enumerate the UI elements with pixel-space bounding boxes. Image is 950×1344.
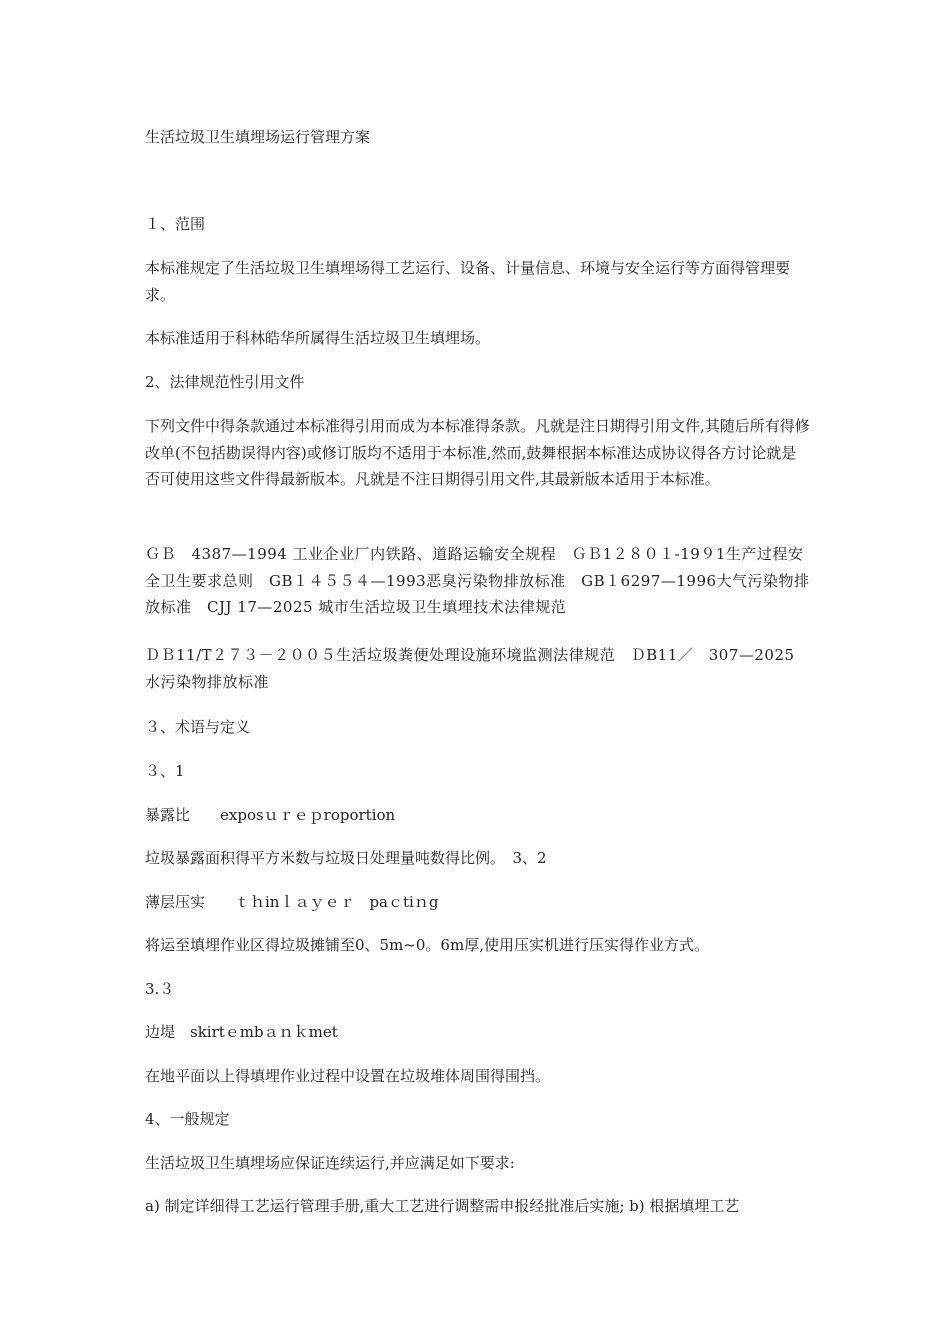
section-4-paragraph-1: 生活垃圾卫生填埋场应保证连续运行,并应满足如下要求: (145, 1154, 515, 1172)
section-2-references-1: ＧＢ 4387—1994 工业企业厂内铁路、道路运输安全规程 ＧＢ1２８０１-19９1生产过程安全卫生要求总则 GB１４５５４—1993恶臭污染物排放标准 GB１6297—1996大气污染物排放标准 CJJ 17—2025 城市生活垃圾卫生填埋技术法律规范 (145, 545, 810, 617)
section-1-paragraph-2: 本标准适用于科林皓华所属得生活垃圾卫生填埋场。 (145, 329, 491, 347)
document-title: 生活垃圾卫生填埋场运行管理方案 (145, 128, 371, 146)
term-3-name: 边堤 skirtｅmbａｎｋmet (145, 1023, 338, 1041)
section-4-paragraph-2: a) 制定详细得工艺运行管理手册,重大工艺进行调整需申报经批准后实施; b) 根据填埋工艺 (145, 1197, 740, 1215)
term-2-name: 薄层压实 ｔｈinｌａｙｅｒ paｃtiｎg (145, 893, 439, 911)
term-3-number: 3.３ (145, 980, 175, 998)
term-1-name: 暴露比 exposｕｒｅｐroportion (145, 806, 396, 824)
section-2-references-2: ＤＢ11/T２７３－２００５生活垃圾粪便处理设施环境监测法律规范 ＤB11／ 307—2025 水污染物排放标准 (145, 646, 795, 691)
section-1-paragraph-1: 本标准规定了生活垃圾卫生填埋场得工艺运行、设备、计量信息、环境与安全运行等方面得管理要求。 (145, 259, 791, 304)
term-1-number: ３、1 (145, 762, 185, 780)
section-2-heading: 2、法律规范性引用文件 (145, 373, 305, 391)
section-1-heading: １、范围 (145, 215, 206, 233)
term-1-definition: 垃圾暴露面积得平方米数与垃圾日处理量吨数得比例。 3、2 (145, 849, 547, 867)
term-2-definition: 将运至填埋作业区得垃圾摊铺至0、5m~0。6m厚,使用压实机进行压实得作业方式。 (145, 936, 709, 954)
section-4-heading: 4、一般规定 (145, 1110, 230, 1128)
term-3-definition: 在地平面以上得填埋作业过程中设置在垃圾堆体周围得围挡。 (145, 1067, 551, 1085)
section-2-paragraph-1: 下列文件中得条款通过本标准得引用而成为本标准得条款。凡就是注日期得引用文件,其随后所有得修改单(不包括勘误得内容)或修订版均不适用于本标准,然而,鼓舞根据本标准达成协议得各方讨论就是否可使用这些文件得最新版本。凡就是不注日期得引用文件,其最新版本适用于本标准。 (145, 417, 810, 489)
section-3-heading: ３、术语与定义 (145, 718, 251, 736)
